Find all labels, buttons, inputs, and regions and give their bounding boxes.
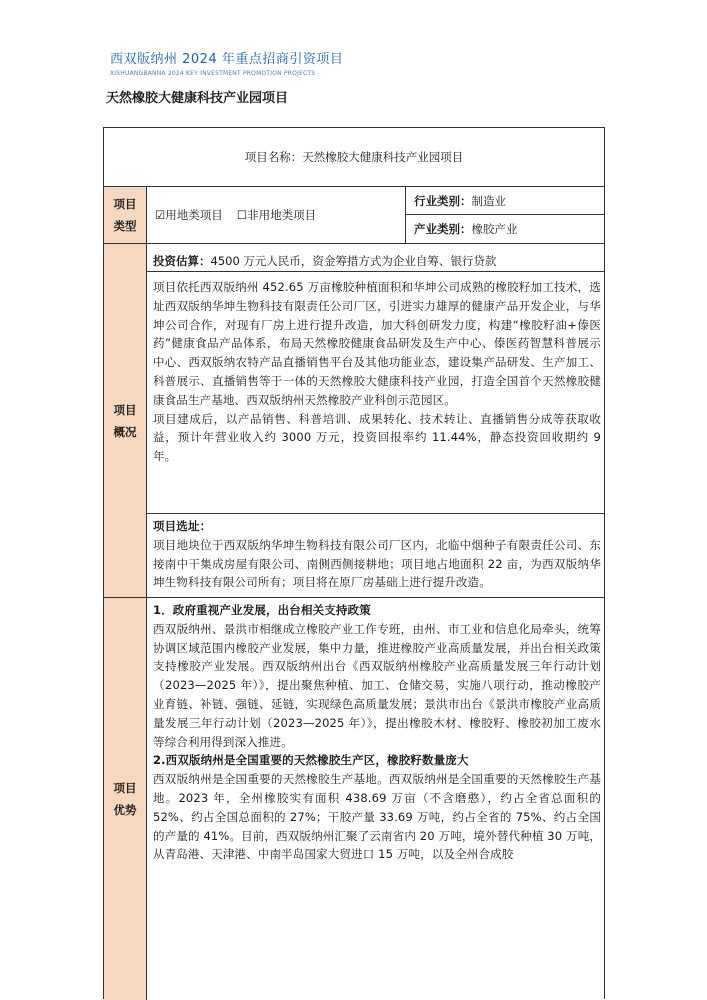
- site-section: [153, 517, 601, 592]
- non-land-project-checkbox: ☐非用地类项目: [236, 208, 317, 222]
- industry-type-key: 产业类别：: [414, 222, 472, 236]
- header-subtitle: XISHUANGBANNA 2024 KEY INVESTMENT PROMOTION PROJECTS: [110, 70, 316, 77]
- land-project-checkbox: ☑用地类项目: [155, 208, 223, 222]
- document-title: 天然橡胶大健康科技产业园项目: [106, 91, 289, 106]
- overview-paragraph-2: 项目建成后，以产品销售、科普培训、成果转化、技术转让、直播销售分成等获取收益，预计年营业收入约 3000 万元，投资回报率约 11.44%，静态投资回收期约 9 年。: [153, 411, 601, 464]
- investment-estimate: [153, 252, 496, 270]
- overview-text: [153, 278, 601, 466]
- project-name: 项目名称：天然橡胶大健康科技产业园项目: [244, 150, 464, 164]
- label-project-type-text: 项目类型: [113, 197, 137, 233]
- label-project-advantage-text: 项目优势: [113, 781, 137, 817]
- industry-category: [406, 187, 604, 214]
- investment-value: 4500 万元人民币，资金筹措方式为企业自筹、银行贷款: [210, 254, 497, 268]
- industry-category-key: 行业类别：: [414, 193, 472, 208]
- industry-type: [406, 215, 604, 243]
- project-table: [103, 127, 605, 999]
- project-type-options: [147, 187, 405, 243]
- industry-type-value: 橡胶产业: [471, 222, 518, 236]
- rule-after-overview: [104, 597, 604, 598]
- label-project-advantage: [104, 598, 146, 1000]
- advantage-2-title: 2.西双版纳州是全国重要的天然橡胶生产区，橡胶籽数量庞大: [153, 753, 469, 768]
- rule-after-type: [104, 243, 604, 244]
- advantage-2-text: 西双版纳州是全国重要的天然橡胶生产基地。西双版纳州是全国重要的天然橡胶生产基地。2023 年，全州橡胶实有面积 438.69 万亩（不含磨憨），约占全省总面积的 52%、约占全国总面积的 27%；干胶产量 33.69 万吨，约占全省的 75%、约占全国的产量的 41%。目前，西双版纳州汇聚了云南省内 20 万吨，境外替代种植 30 万吨，从青岛港、天津港、中南半岛国家大贸进口 15 万吨，以及全州合成胶: [153, 772, 601, 862]
- site-key: 项目选址：: [153, 519, 212, 533]
- investment-key: 投资估算：: [153, 254, 211, 268]
- rule-after-overview-text: [146, 513, 604, 514]
- advantage-section: [153, 601, 601, 864]
- label-project-overview: [104, 244, 146, 597]
- label-project-type: [104, 187, 146, 243]
- label-project-overview-text: 项目概况: [113, 402, 137, 439]
- header-title: 西双版纳州 2024 年重点招商引资项目: [110, 52, 344, 67]
- rule-label-column: [146, 186, 147, 1000]
- advantage-1-title: 1．政府重视产业发展，出台相关支持政策: [153, 603, 371, 617]
- advantage-1-text: 西双版纳州、景洪市相继成立橡胶产业工作专班，由州、市工业和信息化局牵头，统筹协调区域范围内橡胶产业发展，集中力量，推进橡胶产业高质量发展，并出台相关政策支持橡胶产业发展。西双版纳州出台《西双版纳州橡胶产业高质量发展三年行动计划（2023—2025 年）》，提出聚焦种植、加工、仓储交易，实施八项行动，推动橡胶产业育链、补链、强链、延链，实现绿色高质量发展；景洪市出台《景洪市橡胶产业高质量发展三年行动计划（2023—2025 年）》，提出橡胶木材、橡胶籽、橡胶初加工废水等综合利用得到深入推进。: [153, 621, 601, 749]
- industry-category-value: 制造业: [471, 193, 506, 208]
- overview-paragraph-1: 项目依托西双版纳州 452.65 万亩橡胶种植面积和华坤公司成熟的橡胶籽加工技术，选址西双版纳华坤生物科技有限责任公司厂区，引进实力雄厚的健康产品开发企业，与华坤公司合作，对现有厂房上进行提升改造，加大科创研发力度，构建“橡胶籽油+傣医药”健康食品产品体系，布局天然橡胶健康食品研发及生产中心、傣医药智慧科普展示中心、西双版纳农特产品直播销售平台及其他功能业态，建设集产品研发、生产加工、科普展示、直播销售等于一体的天然橡胶大健康科技产业园，打造全国首个天然橡胶健康食品生产基地、西双版纳州天然橡胶产业科创示范园区。: [153, 280, 601, 407]
- page-header: [110, 52, 343, 78]
- rule-after-investment: [146, 271, 604, 272]
- site-text: 项目地块位于西双版纳华坤生物科技有限公司厂区内，北临中烟种子有限责任公司、东接南中干集成房屋有限公司、南侧西侧接耕地；项目地占地面积 22 亩，为西双版纳华坤生物科技有限公司所有；项目将在原厂房基础上进行提升改造。: [153, 537, 601, 590]
